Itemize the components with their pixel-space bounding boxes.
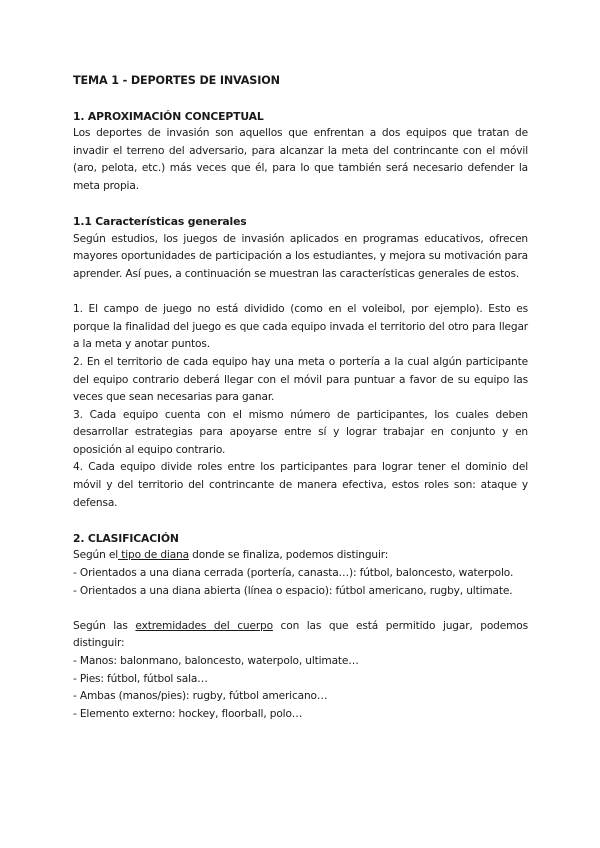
diana-intro-pre: Según el [73,549,119,562]
diana-intro-post: donde se finaliza, podemos distinguir: [188,549,389,562]
section-heading-caracteristicas: 1.1 Características generales [73,215,247,229]
list-item-diana-1: - Orientados a una diana cerrada (portería, canasta…): fútbol, baloncesto, waterpolo. [73,567,514,580]
page-title: TEMA 1 - DEPORTES DE INVASION [73,74,280,87]
section-paragraph-aproximacion: Los deportes de invasión son aquellos que enfrentan a dos equipos que tratan de invadir el terreno del adversario, para alcanzar la meta del contrincante con el móvil (aro, pelota, etc.) más veces que él, para lo que también será necesario defender la meta propia. [73,127,528,192]
list-item-extremidades-2: - Pies: fútbol, fútbol sala… [73,672,208,685]
section-heading-aproximacion: 1. APROXIMACIÓN CONCEPTUAL [73,109,264,123]
list-item-extremidades-4: - Elemento externo: hockey, floorball, polo… [73,707,303,720]
section-paragraph-caracteristicas-intro: Según estudios, los juegos de invasión aplicados en programas educativos, ofrecen mayores oportunidades de participación a los estudiantes, y mejora su motivación para aprender. Así pues, a continuación se muestran las características generales de estos. [73,232,528,280]
list-item-caracteristica-3: 3. Cada equipo cuenta con el mismo número de participantes, los cuales deben desarrollar estrategias para apoyarse entre sí y lograr trabajar en conjunto y en oposición al equipo contrario. [73,408,528,456]
clasificacion-extremidades-intro [73,618,528,653]
list-item-diana-2: - Orientados a una diana abierta (línea o espacio): fútbol americano, rugby, ultimate. [73,584,513,597]
diana-intro-underlined: tipo de diana [118,549,189,562]
extremidades-intro-post: con las que está permitido jugar, podemos distinguir: [73,619,528,650]
clasificacion-diana-intro [73,547,528,565]
list-item-extremidades-3: - Ambas (manos/pies): rugby, fútbol americano… [73,690,328,703]
list-item-caracteristica-1: 1. El campo de juego no está dividido (como en el voleibol, por ejemplo). Esto es porque la finalidad del juego es que cada equipo invada el territorio del otro para llegar a la meta y anotar puntos. [73,303,528,351]
list-item-extremidades-1: - Manos: balonmano, baloncesto, waterpolo, ultimate… [73,655,359,667]
extremidades-intro-underlined: extremidades del cuerpo [135,619,273,632]
section-heading-clasificacion: 2. CLASIFICACIÓN [73,531,179,545]
list-item-caracteristica-4: 4. Cada equipo divide roles entre los participantes para lograr tener el dominio del móvil y del territorio del contrincante de manera efectiva, estos roles son: ataque y defensa. [73,461,528,509]
list-item-caracteristica-2: 2. En el territorio de cada equipo hay una meta o portería a la cual algún participante del equipo contrario deberá llegar con el móvil para puntuar a favor de su equipo las veces que sean necesarias para ganar. [73,355,528,404]
extremidades-intro-pre: Según las [73,619,136,632]
